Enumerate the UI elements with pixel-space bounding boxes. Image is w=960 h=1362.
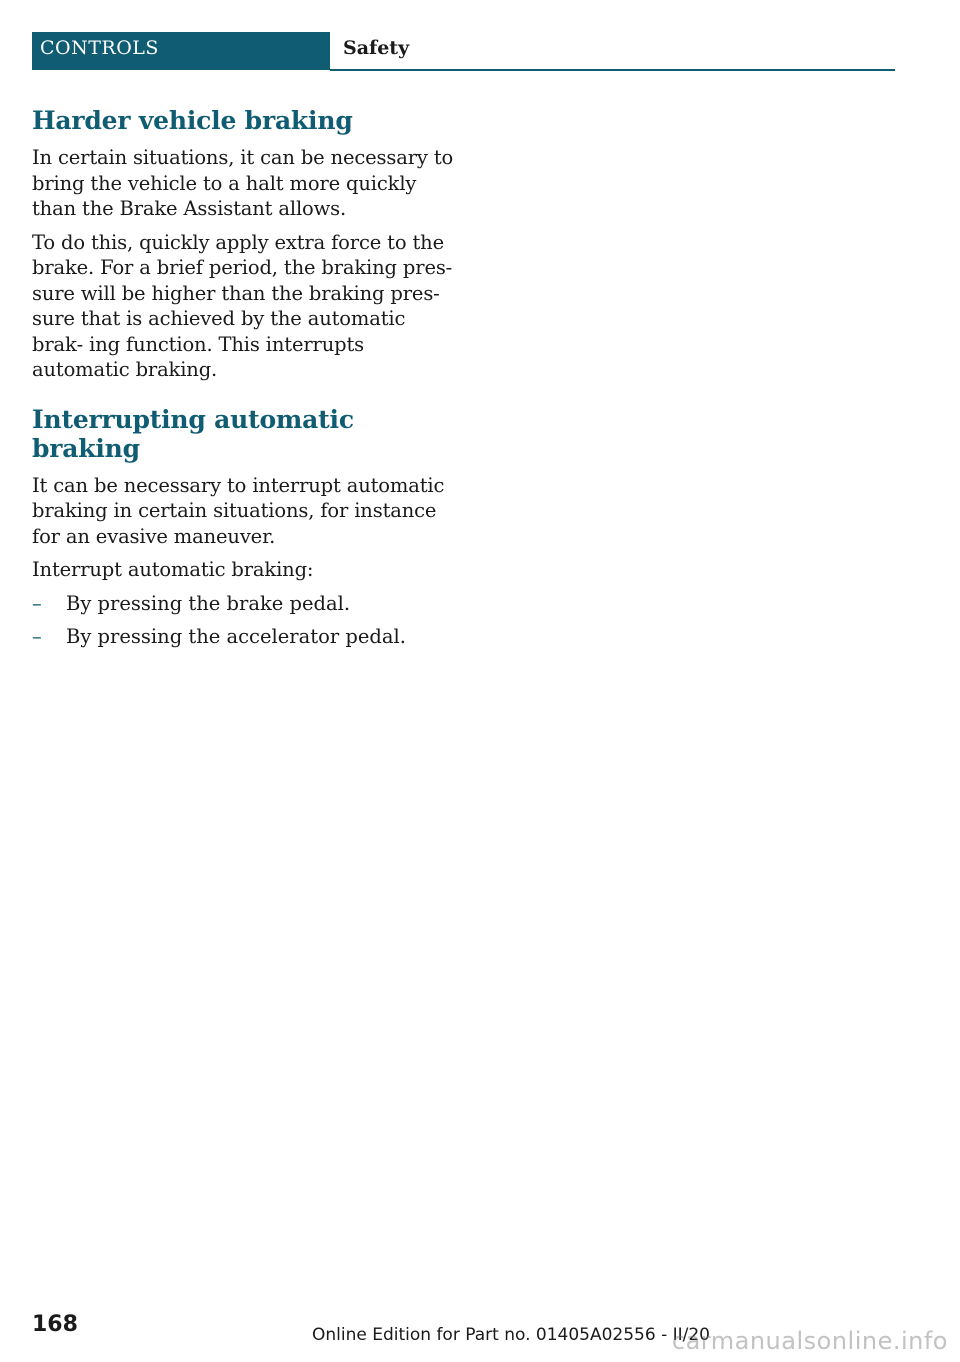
header-section-label: CONTROLS: [40, 37, 159, 59]
section-heading: Interrupting automatic braking: [32, 404, 354, 463]
header-title: Safety: [343, 37, 410, 59]
paragraph: Interrupt automatic braking:: [32, 558, 314, 581]
header-section-tab: [32, 32, 330, 70]
header-rule: [330, 69, 895, 71]
content-column: [32, 106, 462, 658]
page-number: 168: [32, 1312, 78, 1337]
list-item-text: By pressing the brake pedal.: [66, 591, 351, 615]
bullet-list: [32, 591, 462, 650]
paragraph: In certain situations, it can be necessary to bring the vehicle to a halt more quickly than the Brake Assistant allows.: [32, 146, 454, 220]
paragraph: To do this, quickly apply extra force to the brake. For a brief period, the braking pres‐ sure will be higher than the braking pres‐ sure that is achieved by the automatic brak‐ ing function. This interrupts automatic braking.: [32, 230, 453, 381]
paragraph: It can be necessary to interrupt automatic braking in certain situations, for instance for an evasive maneuver.: [32, 473, 445, 548]
section-interrupting-braking: [32, 405, 462, 650]
list-item: [32, 591, 462, 617]
watermark: carmanualsonline.info: [671, 1327, 948, 1355]
section-harder-braking: [32, 106, 462, 383]
footer-edition-text: Online Edition for Part no. 01405A02556 - II/20: [311, 1325, 710, 1345]
dash-bullet: –: [32, 591, 42, 615]
list-item-text: By pressing the accelerator pedal.: [66, 625, 406, 648]
dash-bullet: –: [32, 625, 42, 648]
list-item: [32, 624, 462, 650]
section-heading: Harder vehicle braking: [32, 106, 353, 135]
